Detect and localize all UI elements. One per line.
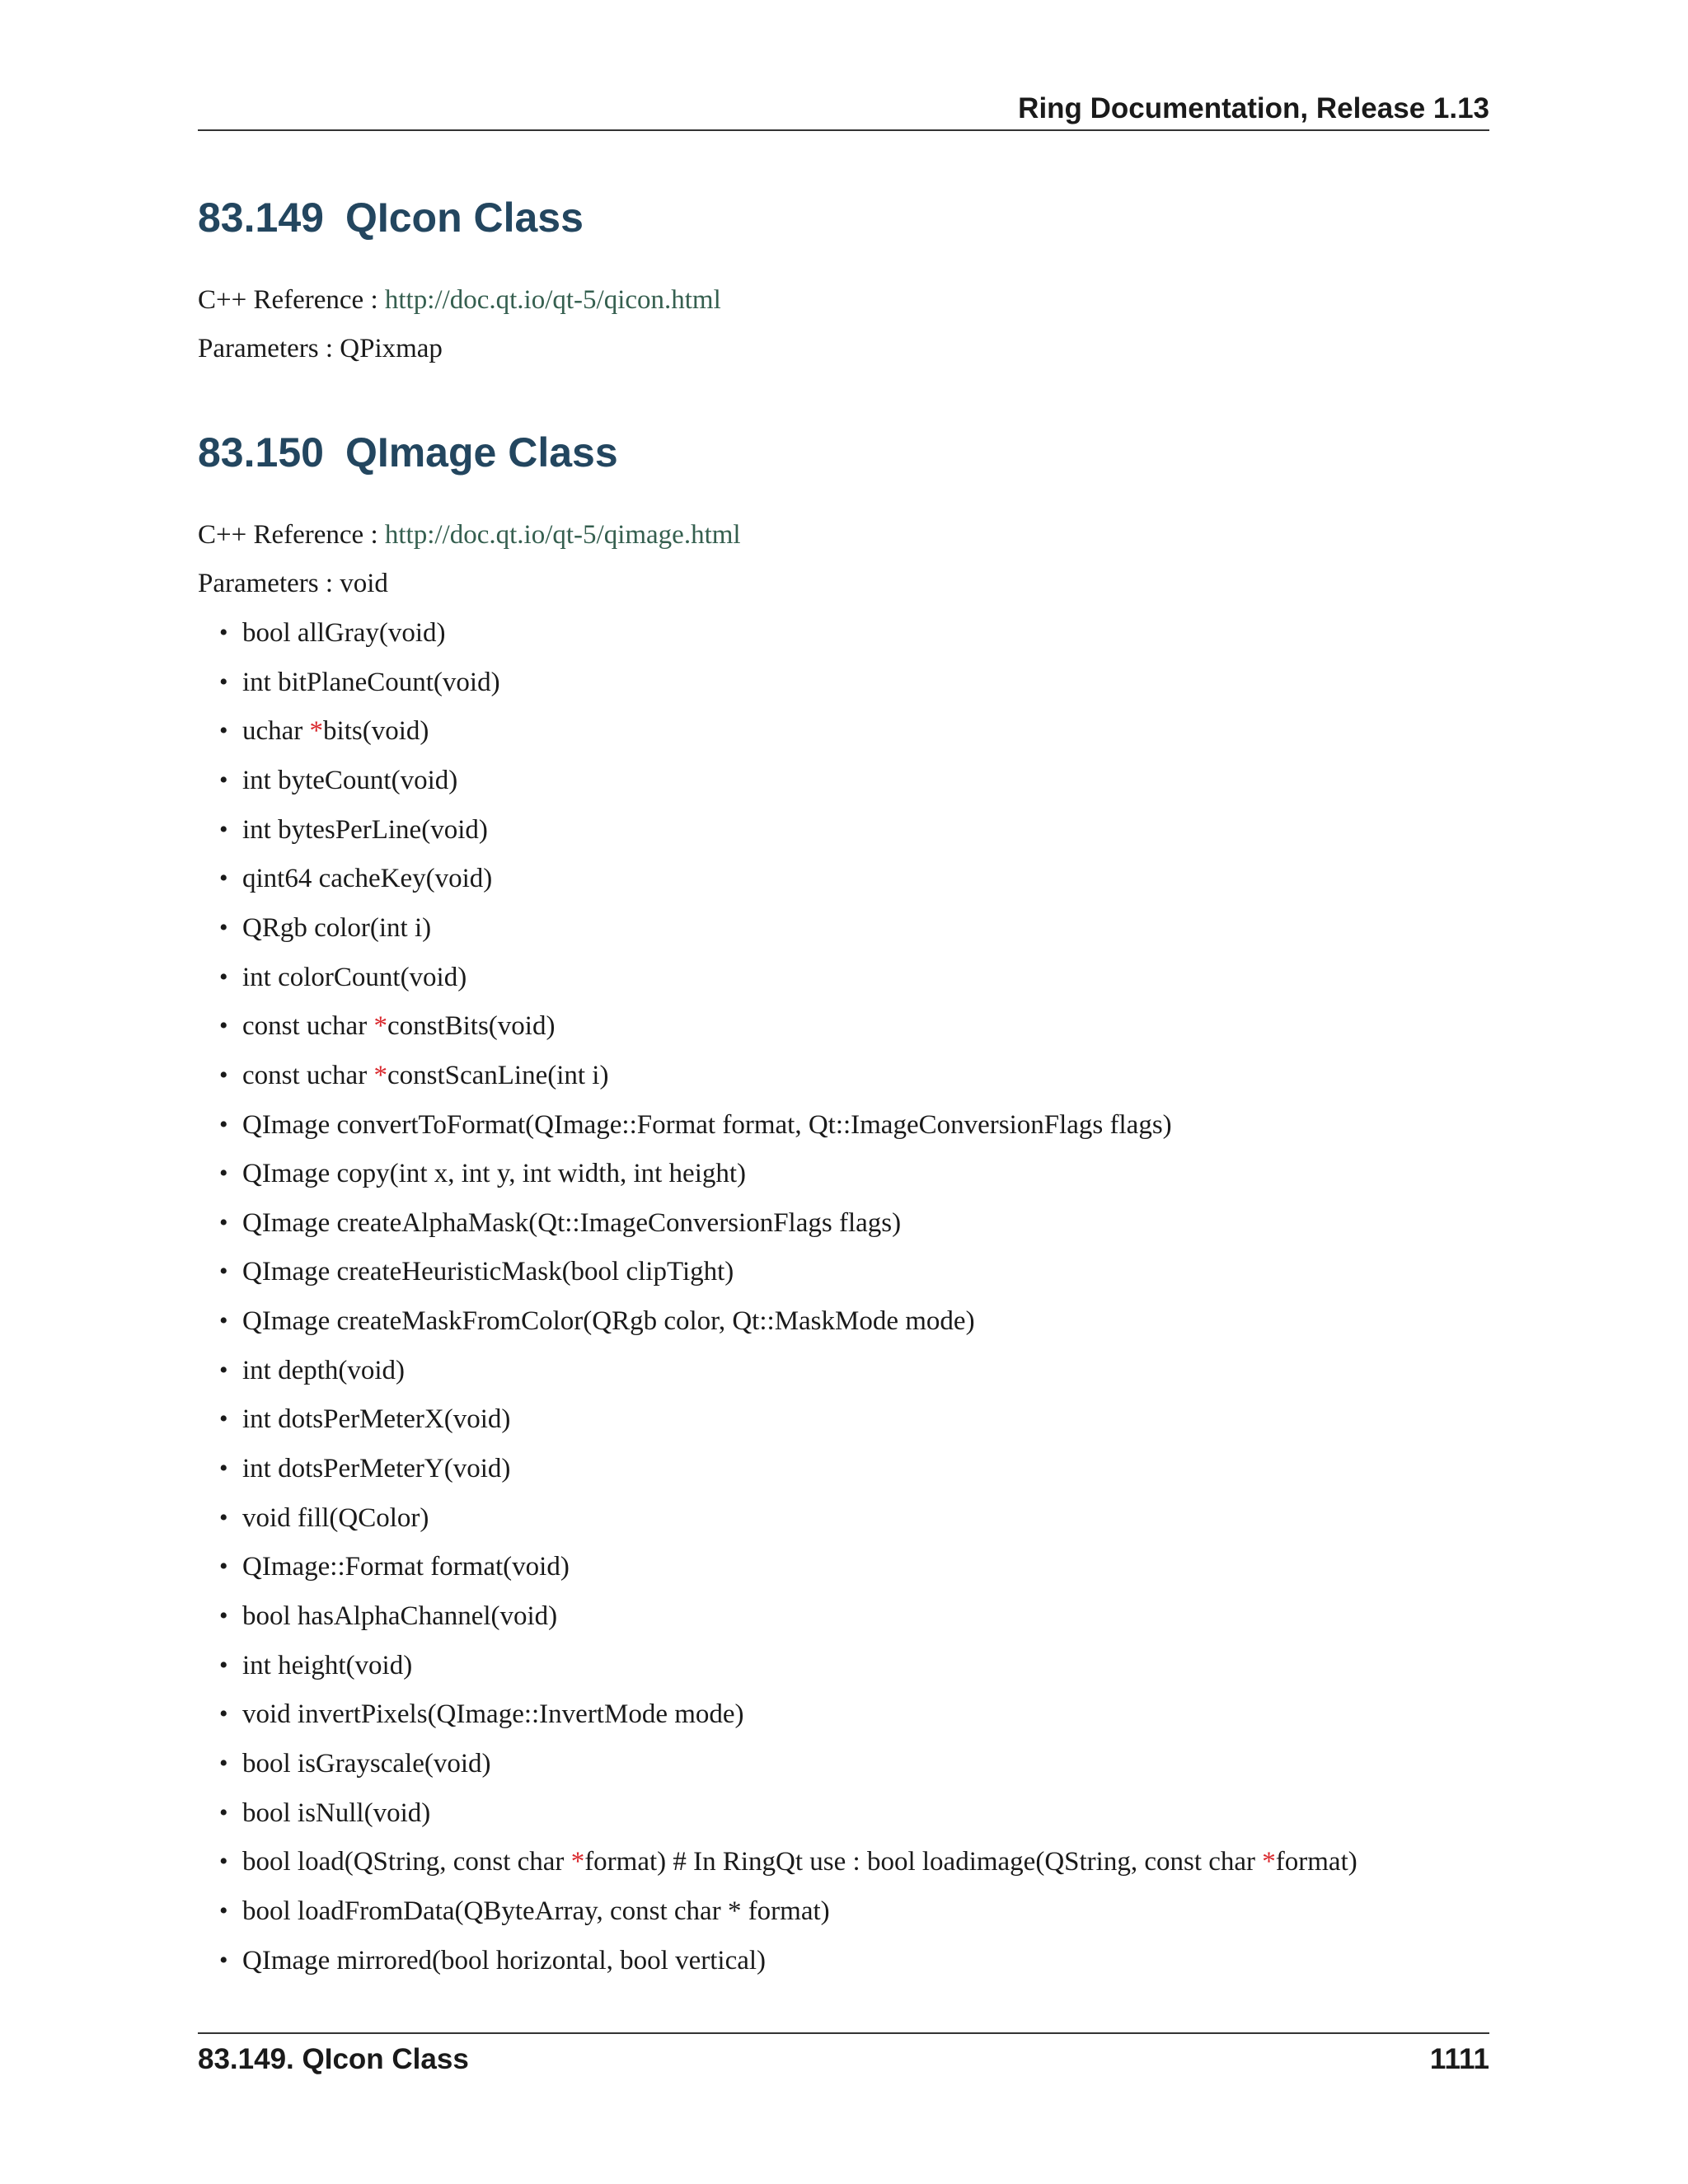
bullet-icon: • <box>219 865 228 892</box>
method-signature-text: int bitPlaneCount(void) <box>242 668 500 697</box>
cpp-reference-line <box>198 282 721 318</box>
method-signature-text: qint64 cacheKey(void) <box>242 864 493 893</box>
method-list-item <box>219 1057 609 1094</box>
method-signature-text: const uchar <box>242 1061 374 1090</box>
section-title-text: QImage Class <box>345 429 618 476</box>
method-signature-text: constScanLine(int i) <box>387 1061 609 1090</box>
method-signature-text: const uchar <box>242 1011 374 1041</box>
method-list-item <box>219 812 488 848</box>
pointer-asterisk: * <box>1262 1847 1276 1877</box>
section-number: 83.149 <box>198 194 324 241</box>
method-list-item <box>219 1696 744 1732</box>
method-list-item <box>219 1795 431 1831</box>
bullet-icon: • <box>219 1258 228 1285</box>
method-signature-text: format) <box>1275 1847 1357 1877</box>
method-signature-text: void invertPixels(QImage::InvertMode mode) <box>242 1699 744 1729</box>
method-signature-text: bool isNull(void) <box>242 1798 431 1828</box>
pointer-asterisk: * <box>373 1011 387 1041</box>
bullet-icon: • <box>219 1504 228 1531</box>
bullet-icon: • <box>219 1062 228 1089</box>
method-signature-text: int byteCount(void) <box>242 766 458 795</box>
method-list-item <box>219 1647 413 1684</box>
method-list-item <box>219 1549 570 1585</box>
pointer-asterisk: * <box>309 716 324 746</box>
method-list-item <box>219 1205 902 1241</box>
method-list-item <box>219 1500 429 1536</box>
bullet-icon: • <box>219 1307 228 1334</box>
method-signature-text: bits(void) <box>323 716 429 746</box>
header-rule <box>198 129 1489 131</box>
qicon-reference-link[interactable]: http://doc.qt.io/qt-5/qicon.html <box>384 285 721 315</box>
method-signature-text: bool allGray(void) <box>242 618 446 648</box>
method-list-item <box>219 664 500 701</box>
method-signature-text: format) # In RingQt use : bool loadimage(QString, const char <box>584 1847 1263 1877</box>
method-list-item <box>219 1598 558 1634</box>
method-list-item <box>219 1303 975 1339</box>
method-list-item <box>219 959 467 996</box>
pointer-asterisk: * <box>373 1061 387 1090</box>
parameters-line: Parameters : void <box>198 569 388 598</box>
bullet-icon: • <box>219 766 228 794</box>
bullet-icon: • <box>219 963 228 991</box>
method-list-item <box>219 1401 511 1437</box>
bullet-icon: • <box>219 1652 228 1679</box>
method-signature-text: QImage copy(int x, int y, int width, int height) <box>242 1159 747 1188</box>
bullet-icon: • <box>219 914 228 941</box>
section-heading-qimage <box>198 426 618 479</box>
method-signature-text: int dotsPerMeterX(void) <box>242 1404 511 1434</box>
reference-label: C++ Reference : <box>198 520 385 550</box>
bullet-icon: • <box>219 1848 228 1875</box>
bullet-icon: • <box>219 668 228 696</box>
cpp-reference-line <box>198 517 741 553</box>
reference-label: C++ Reference : <box>198 285 385 315</box>
footer-rule <box>198 2032 1489 2034</box>
method-signature-text: void fill(QColor) <box>242 1503 429 1533</box>
method-list-item <box>219 860 493 897</box>
section-title-text: QIcon Class <box>345 194 584 241</box>
section-number: 83.150 <box>198 429 324 476</box>
page-number: 1111 <box>1429 2043 1489 2075</box>
bullet-icon: • <box>219 1012 228 1039</box>
method-list-item <box>219 1254 734 1290</box>
bullet-icon: • <box>219 816 228 843</box>
method-list-item <box>219 1451 511 1487</box>
bullet-icon: • <box>219 1897 228 1924</box>
method-signature-text: bool isGrayscale(void) <box>242 1749 491 1779</box>
method-list-item <box>219 1893 830 1929</box>
method-signature-text: int dotsPerMeterY(void) <box>242 1454 511 1483</box>
method-list-item <box>219 1155 747 1192</box>
qimage-reference-link[interactable]: http://doc.qt.io/qt-5/qimage.html <box>384 520 741 550</box>
parameters-line: Parameters : QPixmap <box>198 334 443 363</box>
method-list-item <box>219 1008 556 1044</box>
method-signature-text: QImage createAlphaMask(Qt::ImageConversionFlags flags) <box>242 1208 902 1238</box>
method-list-item <box>219 1943 767 1979</box>
bullet-icon: • <box>219 1700 228 1727</box>
running-header: Ring Documentation, Release 1.13 <box>1018 92 1489 124</box>
method-signature-text: QImage mirrored(bool horizontal, bool vertical) <box>242 1946 767 1975</box>
bullet-icon: • <box>219 619 228 646</box>
method-list-item <box>219 762 458 799</box>
bullet-icon: • <box>219 1405 228 1432</box>
method-signature-text: QImage createMaskFromColor(QRgb color, Qt::MaskMode mode) <box>242 1306 975 1336</box>
footer-section-title: 83.149. QIcon Class <box>198 2043 469 2075</box>
method-signature-text: QImage createHeuristicMask(bool clipTight) <box>242 1257 734 1286</box>
method-list-item <box>219 1844 1357 1880</box>
method-list-item <box>219 910 432 946</box>
bullet-icon: • <box>219 1799 228 1826</box>
bullet-icon: • <box>219 1455 228 1482</box>
method-list-item <box>219 713 429 749</box>
bullet-icon: • <box>219 1209 228 1236</box>
method-list-item <box>219 1746 491 1782</box>
method-list-item <box>219 1352 406 1389</box>
method-signature-text: QImage convertToFormat(QImage::Format format, Qt::ImageConversionFlags flags) <box>242 1110 1172 1140</box>
bullet-icon: • <box>219 1602 228 1629</box>
method-signature-text: QRgb color(int i) <box>242 913 432 943</box>
method-signature-text: int colorCount(void) <box>242 963 467 992</box>
method-signature-text: bool load(QString, const char <box>242 1847 571 1877</box>
bullet-icon: • <box>219 1947 228 1974</box>
method-signature-text: QImage::Format format(void) <box>242 1552 570 1582</box>
method-signature-text: constBits(void) <box>387 1011 556 1041</box>
method-signature-text: bool loadFromData(QByteArray, const char * format) <box>242 1896 830 1926</box>
bullet-icon: • <box>219 717 228 744</box>
pointer-asterisk: * <box>570 1847 585 1877</box>
bullet-icon: • <box>219 1111 228 1138</box>
method-signature-text: uchar <box>242 716 310 746</box>
bullet-icon: • <box>219 1357 228 1384</box>
bullet-icon: • <box>219 1750 228 1777</box>
method-signature-text: int bytesPerLine(void) <box>242 815 488 845</box>
method-signature-text: int depth(void) <box>242 1356 406 1385</box>
method-list-item <box>219 1107 1172 1143</box>
method-list-item <box>219 615 446 651</box>
method-signature-text: bool hasAlphaChannel(void) <box>242 1601 558 1631</box>
section-heading-qicon <box>198 191 584 244</box>
bullet-icon: • <box>219 1553 228 1580</box>
bullet-icon: • <box>219 1160 228 1187</box>
method-signature-text: int height(void) <box>242 1651 413 1680</box>
